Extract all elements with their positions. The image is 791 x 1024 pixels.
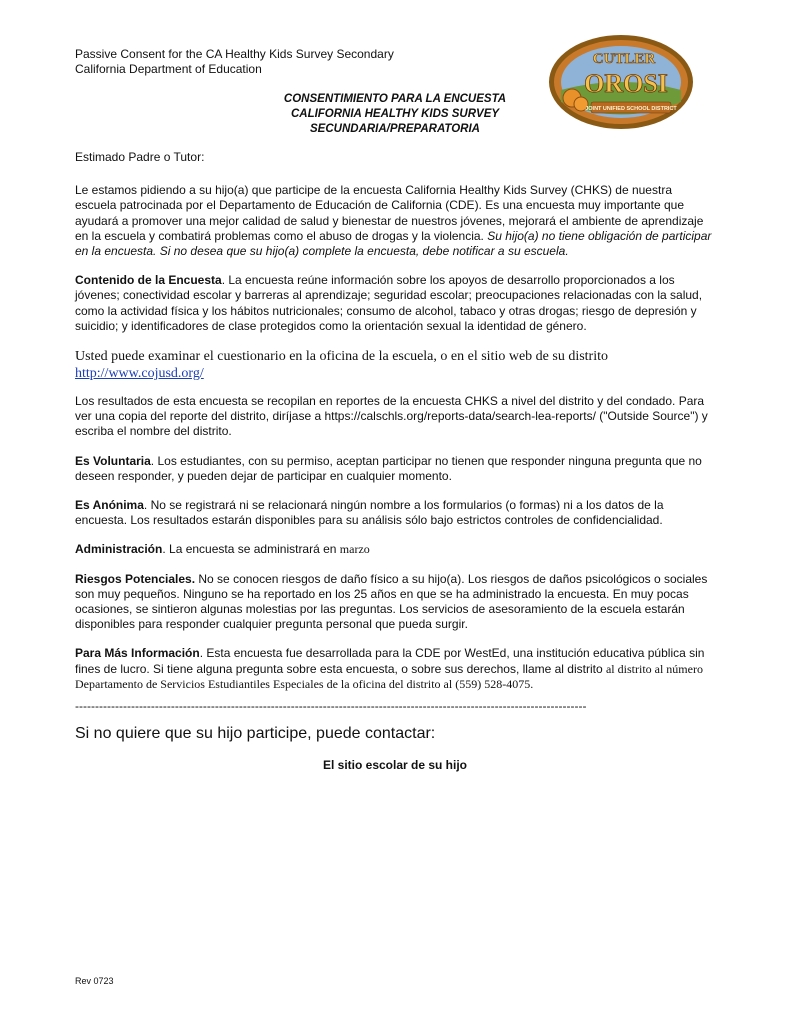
intro-text: Le estamos pidiendo a su hijo(a) que participe de la encuesta California Healthy Kids Survey (CHKS) de nuestra escuela patrocinada por el Departamento de Educación de California (CDE). Es una encuesta muy importante que ayudará a promover una mejor calidad de salud y bienestar de nuestros jóvenes, mejorará el ambiente de aprendizaje en la escuela y combatirá problemas como el abuso de drogas y la violencia. bbox=[75, 183, 704, 243]
school-site-contact: El sitio escolar de su hijo bbox=[322, 758, 468, 773]
section-divider: -------------------------------------------------------------------------------------------------------------------------------- bbox=[75, 700, 587, 713]
risks-paragraph bbox=[75, 572, 715, 633]
district-website-link[interactable]: http://www.cojusd.org/ bbox=[75, 366, 204, 382]
info-label: Para Más Información bbox=[75, 646, 200, 661]
administration-label: Administración bbox=[75, 542, 163, 557]
risks-text: No se conocen riesgos de daño físico a su hijo(a). Los riesgos de daños psicológicos o sociales son muy pequeños. Ninguno se ha reportado en los 25 años en que se ha administrado la encuesta. En muy pocas ocasiones, se sintieron algunas molestias por las preguntas. Los servicios de asesoramiento de la escuela estarán disponibles para responder cualquier pregunta personal que pueda surgir. bbox=[75, 571, 708, 632]
administration-month: marzo bbox=[339, 542, 370, 557]
content-label: Contenido de la Encuesta bbox=[75, 273, 222, 288]
contact-prompt: Si no quiere que su hijo participe, puede contactar: bbox=[75, 725, 436, 743]
info-contact-text: al distrito al número Departamento de Servicios Estudiantiles Especiales de la oficina del distrito al (559) 528-4075. bbox=[75, 661, 703, 691]
header-line-2: California Department of Education bbox=[75, 62, 262, 76]
anonymous-label: Es Anónima bbox=[75, 498, 144, 513]
info-text: . Esta encuesta fue desarrollada para la CDE por WestEd, una institución educativa pública sin fines de lucro. Si tiene alguna pregunta sobre esta encuesta, o sobre sus derechos, llame al distrito bbox=[75, 646, 705, 676]
document-header bbox=[75, 47, 394, 77]
administration-paragraph bbox=[75, 542, 715, 557]
voluntary-text: . Los estudiantes, con su permiso, aceptan participar no tienen que responder ninguna pregunta que no deseen responder, y pueden dejar de participar en cualquier momento. bbox=[75, 453, 702, 483]
info-paragraph bbox=[75, 646, 715, 692]
content-text: . La encuesta reúne información sobre los apoyos de desarrollo proporcionados a los jóvenes; conectividad escolar y barreras al aprendizaje; seguridad escolar; preocupaciones relacionadas con la salud, como la actividad física y los hábitos nutricionales; consumo de alcohol, tabaco y otras drogas; riesgo de depresión y suicidio; y identificadores de clase protegidos como la orientación sexual la identidad de género. bbox=[75, 273, 703, 333]
title-line-3: SECUNDARIA/PREPARATORIA bbox=[310, 123, 480, 135]
form-title bbox=[150, 92, 640, 137]
results-paragraph: Los resultados de esta encuesta se recopilan en reportes de la encuesta CHKS a nivel del distrito y del condado. Para ver una copia del reporte del distrito, diríjase a https://calschls.org/reports-data/search-lea-reports/ ("Outside Source") y escriba el nombre del distrito. bbox=[75, 394, 708, 439]
voluntary-paragraph bbox=[75, 454, 715, 484]
risks-label: Riesgos Potenciales. bbox=[75, 571, 196, 586]
logo-top-text: CUTLER bbox=[592, 51, 656, 67]
anonymous-text: . No se registrará ni se relacionará ningún nombre a los formularios (o formas) ni a los datos de la encuesta. Los resultados estarán disponibles para su análisis sólo bajo estrictos controles de confidencialidad. bbox=[75, 498, 664, 528]
title-line-2: CALIFORNIA HEALTHY KIDS SURVEY bbox=[290, 108, 500, 120]
salutation: Estimado Padre o Tutor: bbox=[75, 150, 205, 164]
letter-body bbox=[75, 150, 715, 773]
voluntary-label: Es Voluntaria bbox=[75, 453, 151, 468]
revision-label: Rev 0723 bbox=[75, 976, 114, 986]
header-line-1: Passive Consent for the CA Healthy Kids Survey Secondary bbox=[75, 47, 394, 61]
intro-paragraph bbox=[75, 183, 715, 259]
examine-text: Usted puede examinar el cuestionario en la oficina de la escuela, o en el sitio web de su distrito bbox=[75, 349, 608, 365]
title-line-1: CONSENTIMIENTO PARA LA ENCUESTA bbox=[283, 93, 507, 105]
logo-band-text: JOINT UNIFIED SCHOOL DISTRICT bbox=[585, 106, 677, 112]
anonymous-paragraph bbox=[75, 498, 715, 528]
intro-italic-note: Su hijo(a) no tiene obligación de participar en la encuesta. Si no desea que su hijo(a) complete la encuesta, debe notificar a su escuela. bbox=[75, 228, 712, 259]
content-paragraph bbox=[75, 273, 715, 334]
examine-paragraph bbox=[75, 348, 715, 382]
logo-main-text: OROSI bbox=[584, 69, 668, 98]
administration-text: . La encuesta se administrará en bbox=[162, 542, 340, 557]
